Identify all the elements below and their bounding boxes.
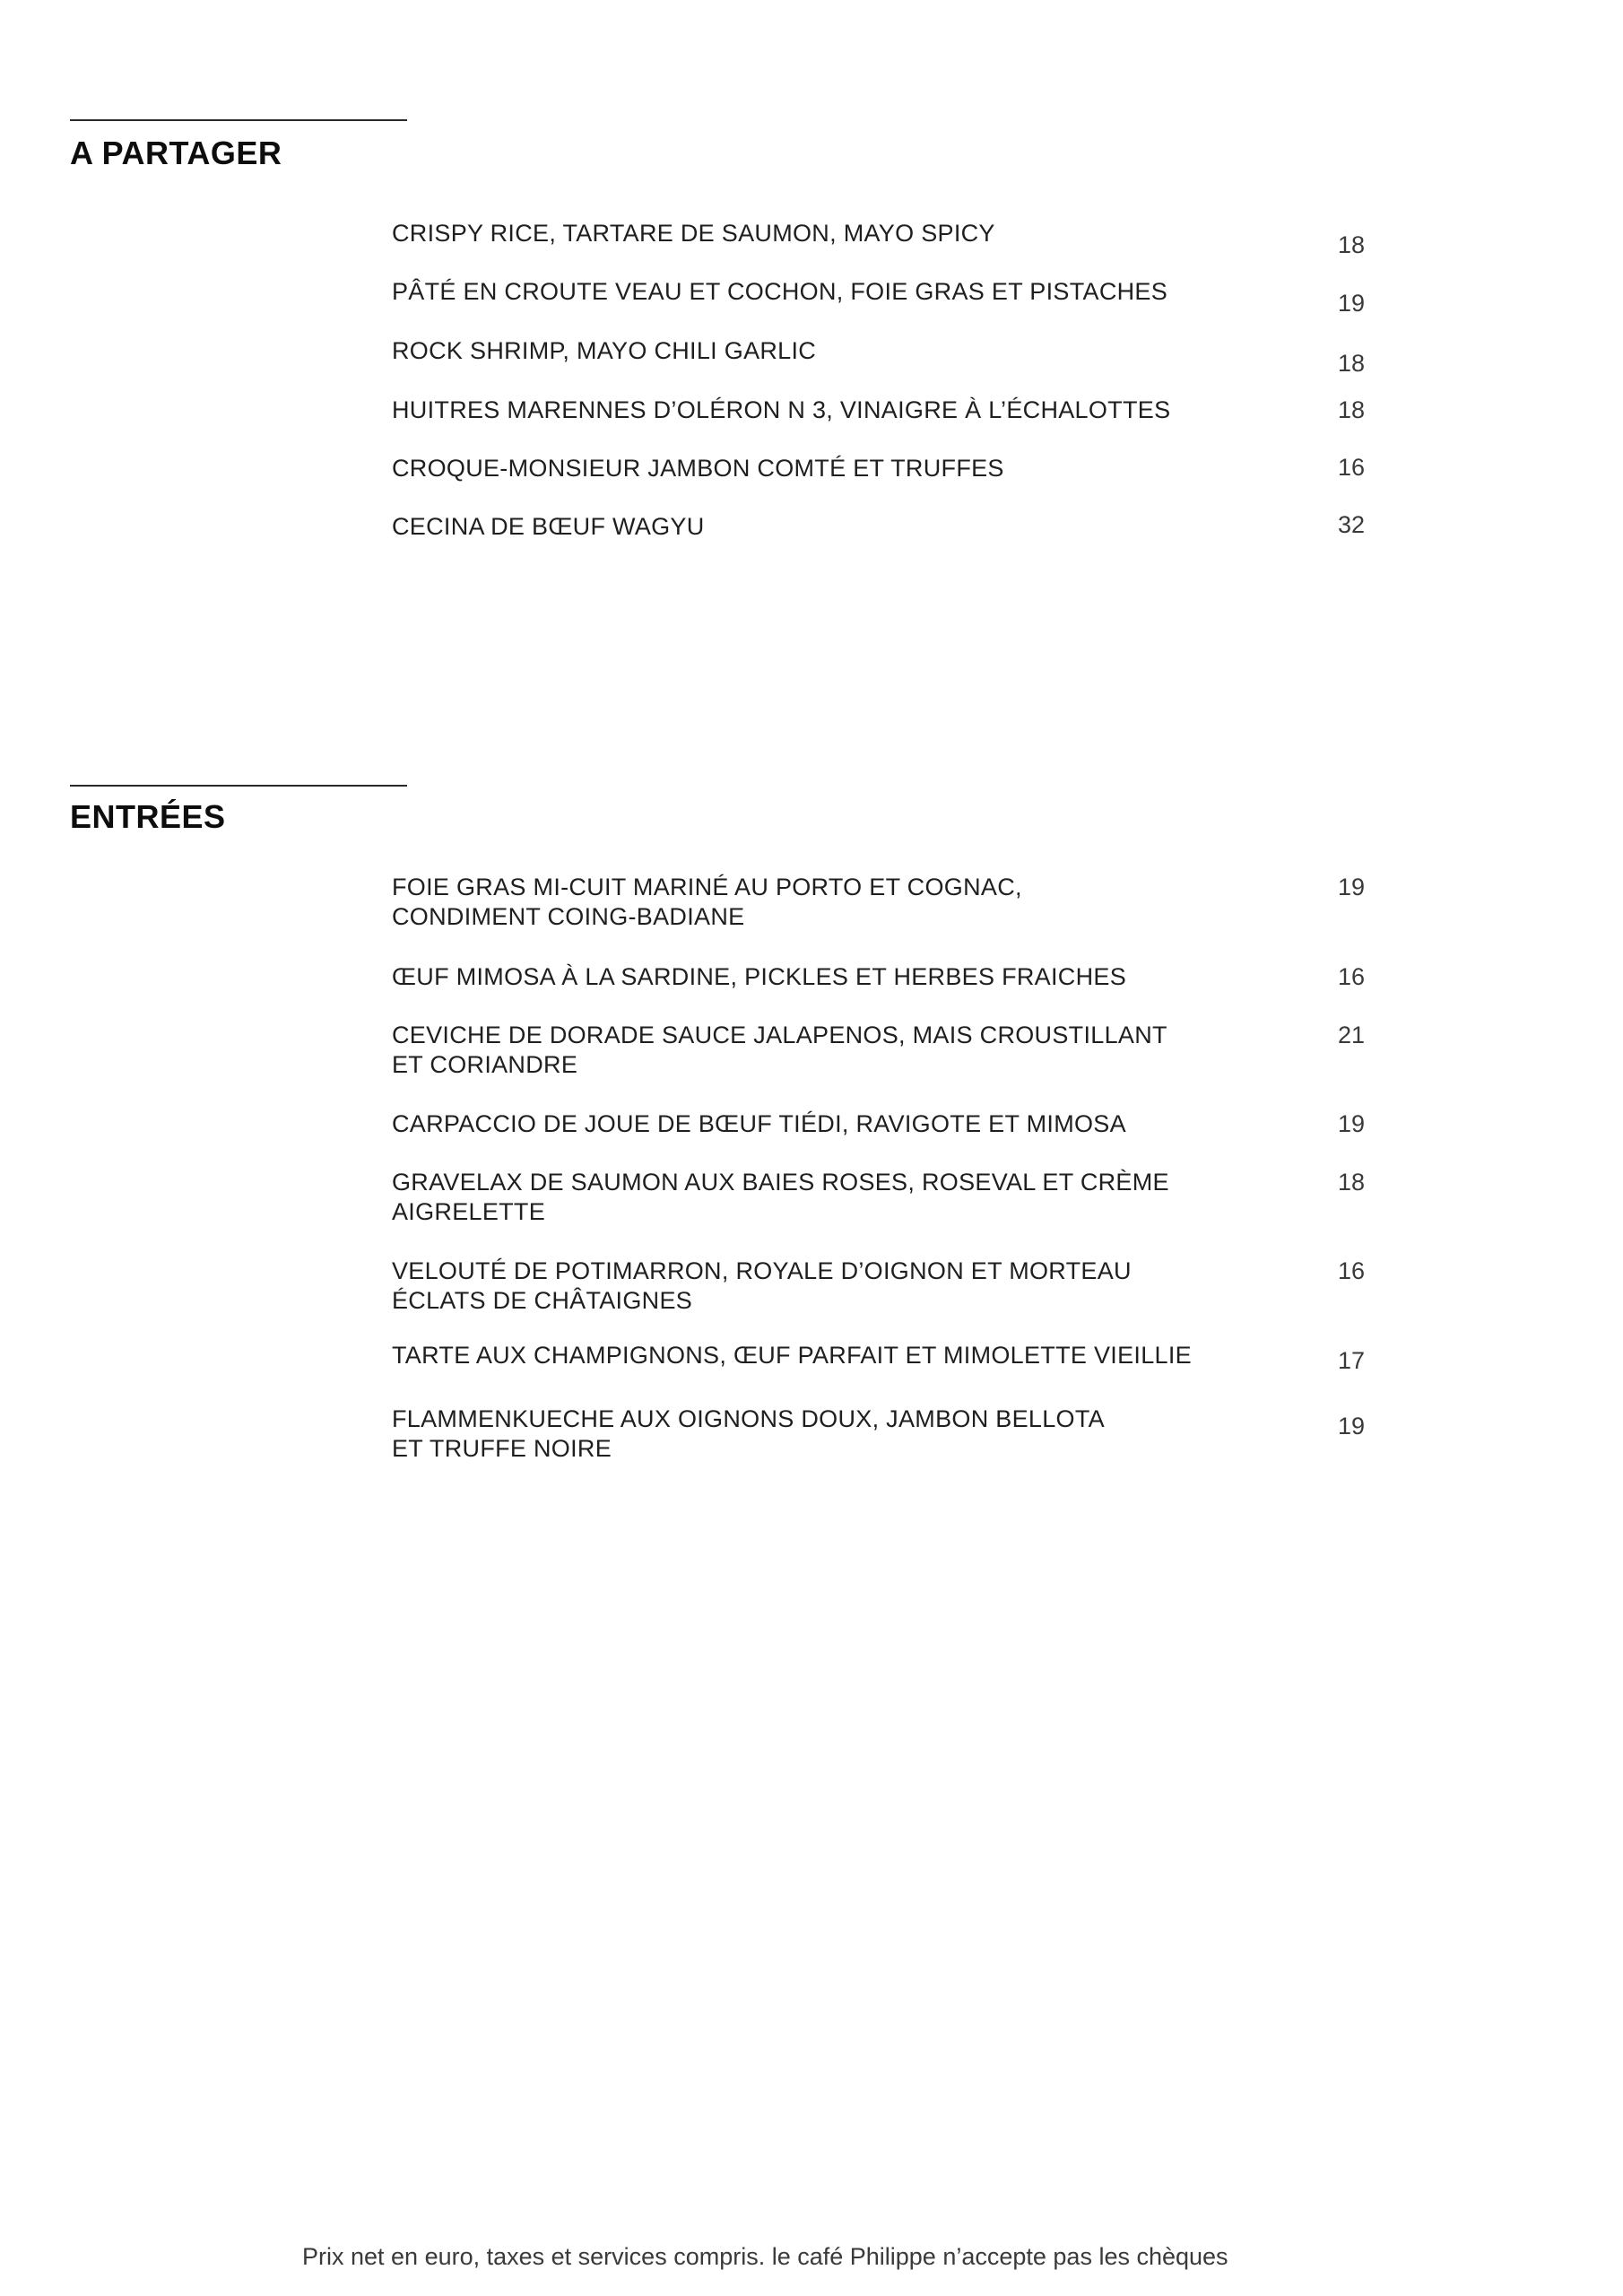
menu-item-name: CARPACCIO DE JOUE DE BŒUF TIÉDI, RAVIGOTE ET MIMOSA [392,1110,1126,1137]
menu-item-price: 19 [1337,1110,1365,1137]
menu-item-name-continued: AIGRELETTE [392,1198,546,1225]
menu-item [392,1257,1253,1316]
menu-item-name: CRISPY RICE, TARTARE DE SAUMON, MAYO SPICY [392,220,995,247]
menu-item-name: CECINA DE BŒUF WAGYU [392,513,705,540]
menu-item [392,277,1253,307]
menu-item-name-continued: ET TRUFFE NOIRE [392,1435,612,1462]
menu-item-name: FOIE GRAS MI-CUIT MARINÉ AU PORTO ET COGNAC, [392,874,1022,900]
menu-item-name: PÂTÉ EN CROUTE VEAU ET COCHON, FOIE GRAS ET PISTACHES [392,278,1168,305]
section-divider [70,119,407,121]
menu-item [392,396,1253,425]
menu-item [392,873,1253,932]
menu-item [392,962,1253,992]
menu-item-price: 18 [1337,350,1365,377]
menu-item-price: 19 [1337,1413,1365,1439]
menu-item-price: 18 [1337,1169,1365,1196]
menu-item-price: 18 [1337,231,1365,258]
menu-item-price: 32 [1337,511,1365,538]
menu-item-price: 16 [1337,963,1365,990]
menu-item-price: 19 [1337,290,1365,317]
menu-item-name: GRAVELAX DE SAUMON AUX BAIES ROSES, ROSEVAL ET CRÈME [392,1169,1169,1196]
footer-note: Prix net en euro, taxes et services compris. le café Philippe n’accepte pas les chèques [302,2243,1228,2270]
menu-item [392,1021,1253,1080]
menu-item-name-continued: CONDIMENT COING-BADIANE [392,903,745,930]
menu-item-price: 16 [1337,1257,1365,1284]
menu-item-name: VELOUTÉ DE POTIMARRON, ROYALE D’OIGNON ET MORTEAU [392,1257,1132,1284]
menu-item-name: HUITRES MARENNES D’OLÉRON N 3, VINAIGRE À L’ÉCHALOTTES [392,396,1171,423]
menu-item-name: CROQUE-MONSIEUR JAMBON COMTÉ ET TRUFFES [392,455,1004,482]
menu-item-name: ŒUF MIMOSA À LA SARDINE, PICKLES ET HERBES FRAICHES [392,963,1126,990]
section-divider [70,785,407,787]
menu-item [392,336,1253,366]
menu-item [392,512,1253,542]
menu-item-price: 17 [1337,1347,1365,1374]
menu-item-name: TARTE AUX CHAMPIGNONS, ŒUF PARFAIT ET MIMOLETTE VIEILLIE [392,1342,1192,1369]
menu-item-name-continued: ET CORIANDRE [392,1051,578,1078]
menu-item [392,1168,1253,1227]
menu-item [392,1341,1253,1370]
menu-item-price: 16 [1337,454,1365,481]
menu-item [392,1405,1253,1464]
menu-item-price: 18 [1337,396,1365,423]
menu-item [392,1109,1253,1139]
section-title: A PARTAGER [70,135,282,171]
menu-item-name: FLAMMENKUECHE AUX OIGNONS DOUX, JAMBON BELLOTA [392,1405,1105,1432]
menu-item-name: CEVICHE DE DORADE SAUCE JALAPENOS, MAIS CROUSTILLANT [392,1022,1167,1048]
menu-item-price: 21 [1337,1022,1365,1048]
menu-item [392,219,1253,248]
menu-item [392,454,1253,483]
menu-item-price: 19 [1337,874,1365,900]
menu-item-name: ROCK SHRIMP, MAYO CHILI GARLIC [392,337,817,364]
menu-item-name-continued: ÉCLATS DE CHÂTAIGNES [392,1287,693,1314]
section-title: ENTRÉES [70,798,226,835]
